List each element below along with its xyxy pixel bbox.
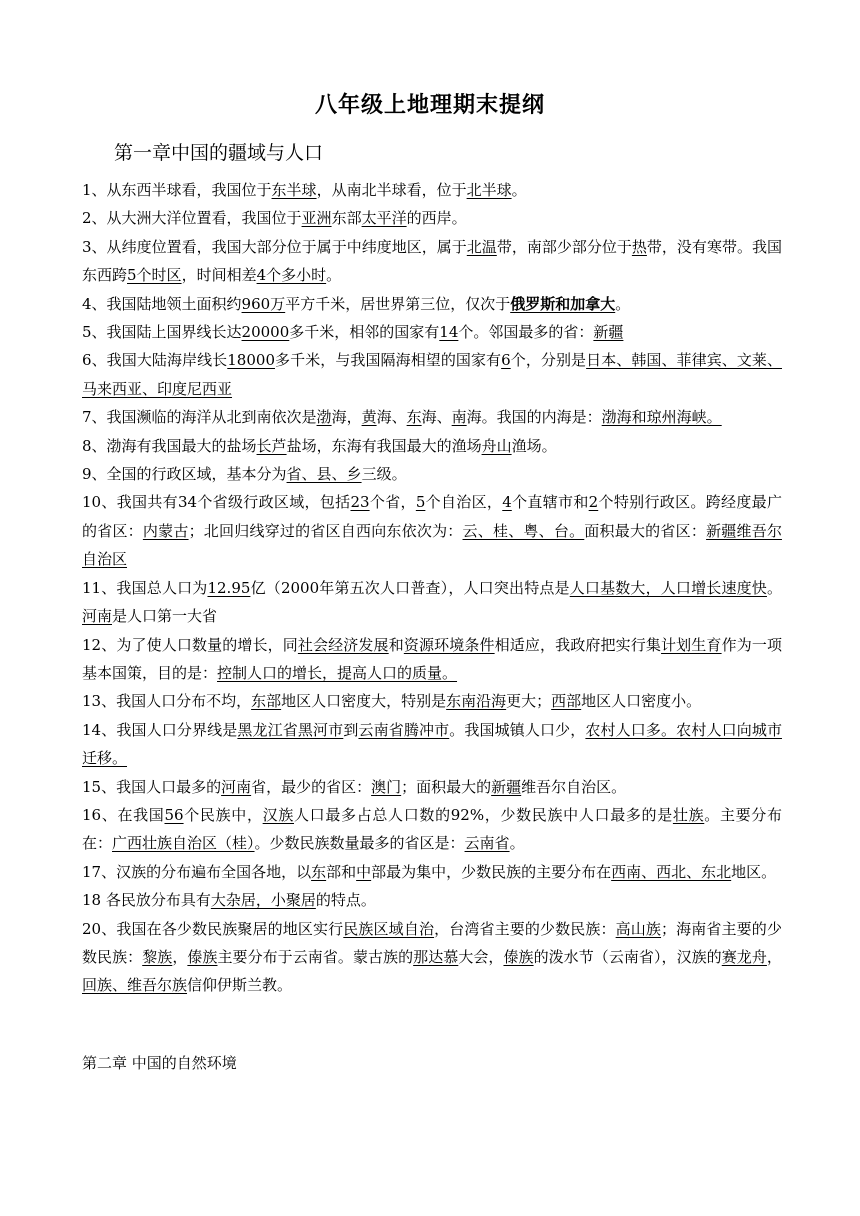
item-text: ；北回归线穿过的省区自西向东依次为： [188, 521, 463, 540]
underlined-answer: 6 [501, 351, 511, 370]
underlined-answer: 农村人口多。农村人口向城市迁移。 [82, 720, 782, 768]
item-text: 地区。 [731, 862, 777, 881]
outline-item [82, 432, 782, 460]
underlined-answer: 56 [164, 805, 184, 824]
item-text: 海。我国的内海是： [466, 408, 602, 427]
underlined-answer: 14 [439, 323, 459, 342]
item-text: 大会， [458, 947, 504, 966]
underlined-answer: 西南、西北、东北 [611, 862, 732, 881]
item-text: 3、从纬度位置看，我国大部分位于属于中纬度地区，属于 [82, 237, 467, 256]
underlined-answer: 西部 [551, 692, 582, 711]
item-text: 到 [343, 720, 359, 739]
underlined-answer: 河南 [221, 777, 252, 796]
underlined-answer: 那达慕 [413, 947, 459, 966]
underlined-answer: 傣族 [503, 947, 534, 966]
outline-item [82, 574, 782, 631]
item-text: 12、为了使人口数量的增长，同 [82, 635, 298, 654]
underlined-answer: 新疆维吾尔自治区 [82, 521, 782, 569]
underlined-answer: 汉族 [262, 805, 294, 824]
underlined-answer: 控制人口的增长，提高人口的质量。 [217, 663, 458, 682]
item-text: ，台湾省主要的少数民族： [434, 919, 616, 938]
underlined-answer: 赛龙舟 [721, 947, 767, 966]
item-text: 。 [511, 181, 527, 199]
item-text: 17、汉族的分布遍布全国各地，以 [82, 862, 312, 881]
item-text: 个。邻国最多的省： [458, 323, 594, 342]
underlined-answer: 黄 [361, 408, 377, 427]
item-text: 。 [509, 834, 525, 853]
item-text: 多千米，与我国隔海相望的国家有 [274, 351, 502, 370]
underlined-answer: 20000 [241, 323, 290, 342]
item-text: 部和 [326, 862, 357, 881]
item-text: 9、全国的行政区域，基本分为 [82, 465, 287, 484]
underlined-answer: 东南沿海 [446, 692, 507, 711]
item-text: 。少数民族数量最多的省区是： [254, 834, 465, 853]
underlined-answer: 亚洲 [301, 209, 332, 228]
item-text: 5、我国陆上国界线长达 [82, 323, 242, 342]
outline-item [82, 204, 782, 232]
underlined-answer: 广西壮族自治区（桂） [112, 834, 255, 853]
underlined-answer: 高山族 [615, 919, 662, 938]
underlined-answer: 日本、韩国、菲律宾、文莱、马来西亚、印度尼西亚 [82, 351, 782, 398]
underlined-answer: 12.95 [207, 578, 251, 597]
underlined-answer: 大杂居，小聚居 [210, 891, 316, 910]
item-text: 个直辖市和 [511, 493, 589, 512]
item-text: 部最为集中，少数民族的主要分布在 [371, 862, 612, 881]
item-text: 地区人口密度大，特别是 [281, 692, 447, 711]
item-text: 多千米，相邻的国家有 [289, 323, 440, 342]
underlined-answer: 太平洋 [361, 209, 407, 228]
item-text: 个民族中， [183, 805, 263, 824]
underlined-answer: 东半球 [271, 181, 317, 199]
underlined-answer: 舟山 [481, 436, 512, 455]
item-text: 15、我国人口最多的 [82, 777, 222, 796]
item-text: 。 [326, 266, 342, 285]
item-text: 盐场，东海有我国最大的渔场 [286, 436, 482, 455]
outline-item [82, 233, 782, 290]
underlined-answer: 回族、维吾尔族 [82, 976, 188, 995]
item-text: 6、我国大陆海岸线长 [82, 351, 228, 370]
outline-item [82, 290, 782, 318]
underlined-answer: 新疆 [593, 323, 624, 342]
item-text: 1、从东西半球看，我国位于 [82, 181, 272, 199]
underlined-answer: 渤海和琼州海峡。 [601, 408, 722, 427]
underlined-answer: 东 [311, 862, 327, 881]
item-text: 更大； [506, 692, 552, 711]
item-text: 20、我国在各少数民族聚居的地区实行 [82, 919, 344, 938]
page-title: 八年级上地理期末提纲 [314, 93, 545, 118]
item-text: 亿（2000年第五次人口普查），人口突出特点是 [250, 578, 570, 597]
item-text: 的西岸。 [406, 209, 467, 228]
item-text: 11、我国总人口为 [82, 578, 208, 597]
underlined-answer: 新疆 [491, 777, 522, 796]
item-text: ；面积最大的 [401, 777, 492, 796]
item-text: 的特点。 [315, 891, 376, 910]
outline-item [82, 318, 782, 346]
underlined-answer: 内蒙古 [142, 521, 189, 540]
underlined-answer: 计划生育 [661, 635, 722, 654]
underlined-answer: 社会经济发展 [297, 635, 389, 654]
underlined-answer: 中 [356, 862, 372, 881]
item-text: 人口最多占总人口数的92%，少数民族中人口最多的是 [294, 805, 673, 824]
item-text: 是人口第一大省 [112, 607, 218, 626]
item-text: 相适应，我政府把实行集 [494, 635, 662, 654]
item-text: 东部 [331, 209, 362, 228]
item-text: 。我国城镇人口少， [449, 720, 586, 739]
underlined-answer: 民族区域自治 [343, 919, 435, 938]
chapter-2-heading: 第二章 中国的自然环境 [82, 1054, 237, 1072]
item-text: 4、我国陆地领土面积约 [82, 294, 242, 313]
item-text: 海、 [376, 408, 407, 427]
chapter-1-heading: 第一章中国的疆域与人口 [114, 142, 324, 164]
underlined-answer: 5 [415, 493, 426, 512]
item-text: 维吾尔自治区。 [521, 777, 627, 796]
item-text: 海， [331, 408, 362, 427]
underlined-answer: 俄罗斯和加拿大 [510, 294, 616, 313]
outline-item [82, 801, 782, 858]
underlined-answer: 云南省 [464, 834, 510, 853]
underlined-answer: 5个时区 [127, 266, 182, 285]
underlined-answer: 北半球 [466, 181, 512, 199]
item-text: 海、 [421, 408, 452, 427]
item-text: 个特别行政区。跨经度最广的省区： [82, 493, 782, 540]
item-text: ；海南省主要的少数民族： [82, 919, 782, 966]
item-text: 信仰伊斯兰教。 [187, 976, 293, 995]
item-text: 作为一项基本国策，目的是： [82, 635, 782, 682]
item-text: ，从南北半球看，位于 [316, 181, 467, 199]
item-text: ， [172, 947, 188, 966]
outline-item [82, 403, 782, 431]
item-text: 主要分布于云南省。蒙古族的 [217, 947, 414, 966]
underlined-answer: 云南省腾冲市 [358, 720, 450, 739]
outline-item [82, 687, 782, 715]
outline-items [82, 176, 782, 1000]
outline-item [82, 346, 782, 403]
underlined-answer: 黑龙江省黑河市 [237, 720, 344, 739]
item-text: 。 [766, 578, 782, 597]
item-text: 。主要分布在： [82, 805, 782, 853]
outline-item [82, 716, 782, 773]
underlined-answer: 长芦 [256, 436, 287, 455]
underlined-answer: 渤 [316, 408, 332, 427]
underlined-answer: 2 [588, 493, 599, 512]
item-text: ，时间相差 [181, 266, 257, 285]
item-text: 。 [615, 294, 631, 313]
item-text: 平方千米，居世界第三位，仅次于 [285, 294, 511, 313]
item-text: 带，南部少部分位于 [496, 237, 632, 256]
underlined-answer: 北温 [466, 237, 497, 256]
underlined-answer: 壮族 [672, 805, 705, 824]
underlined-answer: 人口基数大，人口增长速度快 [569, 578, 767, 597]
underlined-answer: 澳门 [371, 777, 402, 796]
underlined-answer: 资源环境条件 [403, 635, 495, 654]
underlined-answer: 4 [502, 493, 512, 512]
underlined-answer: 热 [631, 237, 647, 256]
item-text: 面积最大的省区： [584, 521, 707, 540]
item-text: 16、在我国 [82, 805, 165, 824]
outline-item [82, 176, 782, 204]
item-text: 13、我国人口分布不均， [82, 692, 252, 711]
underlined-answer: 960万 [241, 294, 286, 313]
item-text: 带，没有寒带。我国东西跨 [82, 237, 782, 285]
underlined-answer: 东 [406, 408, 422, 427]
underlined-answer: 4个多小时 [256, 266, 327, 285]
outline-item [82, 886, 782, 914]
outline-item [82, 858, 782, 886]
item-text: 10、我国共有34个省级行政区域，包括 [82, 493, 351, 512]
underlined-answer: 东部 [251, 692, 282, 711]
underlined-answer: 23 [350, 493, 370, 512]
underlined-answer: 南 [451, 408, 467, 427]
item-text: 2、从大洲大洋位置看，我国位于 [82, 209, 302, 228]
item-text: 个省， [369, 493, 416, 512]
outline-item [82, 915, 782, 1000]
item-text: 18 各民放分布具有 [82, 891, 211, 910]
item-text: 7、我国濒临的海洋从北到南依次是 [82, 408, 317, 427]
underlined-answer: 傣族 [187, 947, 218, 966]
underlined-answer: 云、桂、粤、台。 [462, 521, 585, 540]
item-text: 个，分别是 [510, 351, 587, 370]
underlined-answer: 黎族 [142, 947, 173, 966]
item-text: ， [766, 947, 782, 966]
item-text: 和 [388, 635, 404, 654]
item-text: 省，最少的省区： [251, 777, 372, 796]
underlined-answer: 18000 [227, 351, 275, 370]
outline-item [82, 460, 782, 488]
item-text: 三级。 [361, 465, 407, 484]
item-text: 渔场。 [511, 436, 557, 455]
item-text: 个自治区， [425, 493, 503, 512]
item-text: 8、渤海有我国最大的盐场 [82, 436, 257, 455]
item-text: 地区人口密度小。 [581, 692, 702, 711]
outline-item [82, 488, 782, 573]
item-text: 的泼水节（云南省），汉族的 [533, 947, 722, 966]
outline-item [82, 631, 782, 688]
underlined-answer: 河南 [82, 607, 113, 626]
outline-item [82, 773, 782, 801]
underlined-answer: 省、县、乡 [286, 465, 362, 484]
item-text: 14、我国人口分界线是 [82, 720, 238, 739]
